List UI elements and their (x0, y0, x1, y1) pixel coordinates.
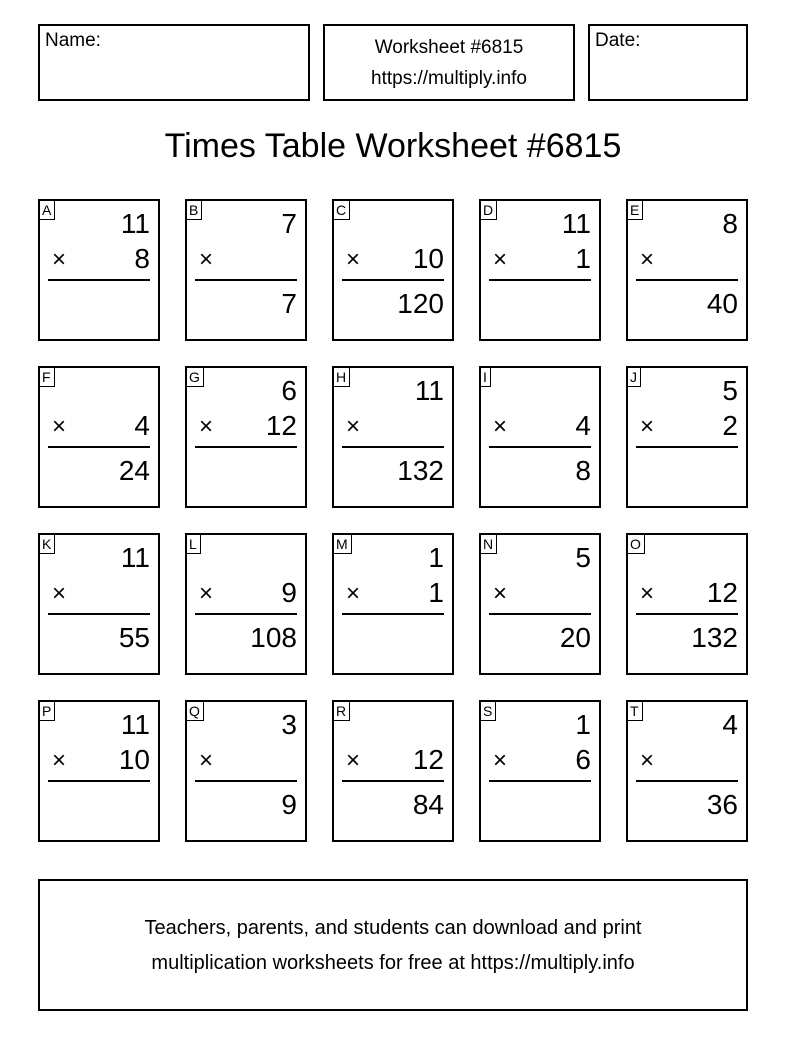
problem-rule-line (48, 613, 150, 615)
problem-box (38, 199, 160, 341)
problem-answer: 84 (412, 789, 444, 820)
problem-top-number: 3 (281, 709, 297, 740)
problem-rule-line (489, 279, 591, 281)
problem-letter: C (333, 200, 350, 220)
site-url: https://multiply.info (371, 68, 527, 89)
problem-letter: H (333, 367, 350, 387)
multiply-symbol: × (346, 246, 361, 273)
problem-box (626, 199, 748, 341)
problem-answer: 55 (118, 622, 150, 653)
problem-answer: 120 (397, 288, 444, 319)
problem-bottom-number: 1 (428, 577, 444, 608)
problem-box (38, 366, 160, 508)
problem-letter: I (480, 367, 491, 387)
problem-top-number: 11 (120, 208, 150, 239)
page-title: Times Table Worksheet #6815 (164, 127, 622, 165)
problem-letter: T (627, 701, 643, 721)
footer-line-2: multiplication worksheets for free at https://multiply.info (151, 952, 635, 974)
worksheet-info-box (323, 24, 575, 101)
problem-box (185, 366, 307, 508)
problem-box (332, 199, 454, 341)
problem-rule-line (489, 613, 591, 615)
problem-rule-line (342, 613, 444, 615)
problem-box (185, 533, 307, 675)
problem-rule-line (48, 446, 150, 448)
problem-bottom-number: 2 (722, 410, 738, 441)
problem-letter: A (39, 200, 55, 220)
problem-box (38, 700, 160, 842)
problem-box (332, 700, 454, 842)
problem-bottom-number: 12 (706, 577, 738, 608)
problem-rule-line (195, 446, 297, 448)
problem-bottom-number: 8 (134, 243, 150, 274)
problem-rule-line (195, 780, 297, 782)
multiply-symbol: × (493, 246, 508, 273)
problem-box (38, 533, 160, 675)
problem-box (626, 366, 748, 508)
multiply-symbol: × (52, 747, 67, 774)
problem-answer: 8 (575, 455, 591, 486)
problem-rule-line (342, 446, 444, 448)
multiply-symbol: × (199, 246, 214, 273)
problem-answer: 24 (118, 455, 150, 486)
problem-letter: P (39, 701, 55, 721)
multiply-symbol: × (493, 413, 508, 440)
problem-top-number: 1 (428, 542, 444, 573)
problem-top-number: 11 (561, 208, 591, 239)
problem-letter: B (186, 200, 202, 220)
problem-box (479, 199, 601, 341)
problem-rule-line (195, 613, 297, 615)
problem-letter: M (333, 534, 352, 554)
problem-letter: D (480, 200, 497, 220)
problem-top-number: 11 (414, 375, 444, 406)
problem-bottom-number: 10 (412, 243, 444, 274)
multiply-symbol: × (52, 580, 67, 607)
problem-top-number: 4 (722, 709, 738, 740)
multiply-symbol: × (199, 413, 214, 440)
problem-answer: 7 (281, 288, 297, 319)
problem-top-number: 7 (281, 208, 297, 239)
problem-rule-line (195, 279, 297, 281)
multiply-symbol: × (640, 747, 655, 774)
problem-rule-line (489, 780, 591, 782)
problem-rule-line (636, 613, 738, 615)
date-label: Date: (595, 30, 641, 51)
date-box (588, 24, 748, 101)
multiply-symbol: × (640, 246, 655, 273)
problem-letter: N (480, 534, 497, 554)
problem-rule-line (48, 279, 150, 281)
multiply-symbol: × (199, 747, 214, 774)
problem-letter: K (39, 534, 55, 554)
multiply-symbol: × (346, 580, 361, 607)
problem-bottom-number: 4 (134, 410, 150, 441)
name-label: Name: (45, 30, 101, 51)
problem-top-number: 11 (120, 709, 150, 740)
problem-letter: F (39, 367, 55, 387)
problem-box (479, 533, 601, 675)
worksheet-id: Worksheet #6815 (374, 37, 524, 58)
problem-letter: L (186, 534, 201, 554)
problem-box (185, 700, 307, 842)
problem-box (626, 700, 748, 842)
problem-rule-line (636, 446, 738, 448)
problem-bottom-number: 12 (265, 410, 297, 441)
problem-rule-line (342, 780, 444, 782)
problem-bottom-number: 12 (412, 744, 444, 775)
problem-letter: G (186, 367, 204, 387)
problem-bottom-number: 10 (118, 744, 150, 775)
problem-answer: 20 (559, 622, 591, 653)
problem-rule-line (489, 446, 591, 448)
problem-bottom-number: 6 (575, 744, 591, 775)
multiply-symbol: × (640, 580, 655, 607)
problem-box (479, 700, 601, 842)
problem-box (332, 366, 454, 508)
footer-line-1: Teachers, parents, and students can download and print (144, 917, 642, 939)
problem-rule-line (48, 780, 150, 782)
problem-top-number: 5 (722, 375, 738, 406)
problem-top-number: 8 (722, 208, 738, 239)
problem-bottom-number: 4 (575, 410, 591, 441)
multiply-symbol: × (493, 580, 508, 607)
problem-letter: O (627, 534, 645, 554)
problem-rule-line (636, 780, 738, 782)
name-box (38, 24, 310, 101)
footer-box (38, 879, 748, 1011)
problem-box (479, 366, 601, 508)
multiply-symbol: × (346, 747, 361, 774)
problem-bottom-number: 9 (281, 577, 297, 608)
problem-top-number: 1 (575, 709, 591, 740)
problem-box (332, 533, 454, 675)
multiply-symbol: × (493, 747, 508, 774)
problem-rule-line (636, 279, 738, 281)
problem-top-number: 11 (120, 542, 150, 573)
multiply-symbol: × (640, 413, 655, 440)
problem-letter: Q (186, 701, 204, 721)
problem-answer: 132 (691, 622, 738, 653)
problem-letter: J (627, 367, 641, 387)
problem-letter: E (627, 200, 643, 220)
problem-top-number: 6 (281, 375, 297, 406)
problem-answer: 9 (281, 789, 297, 820)
problem-letter: S (480, 701, 496, 721)
multiply-symbol: × (52, 246, 67, 273)
problem-top-number: 5 (575, 542, 591, 573)
problem-answer: 108 (250, 622, 297, 653)
multiply-symbol: × (346, 413, 361, 440)
problem-letter: R (333, 701, 350, 721)
problem-box (185, 199, 307, 341)
problem-rule-line (342, 279, 444, 281)
multiply-symbol: × (52, 413, 67, 440)
problem-box (626, 533, 748, 675)
multiply-symbol: × (199, 580, 214, 607)
problem-bottom-number: 1 (575, 243, 591, 274)
problem-answer: 132 (397, 455, 444, 486)
problem-answer: 40 (706, 288, 738, 319)
problem-answer: 36 (706, 789, 738, 820)
